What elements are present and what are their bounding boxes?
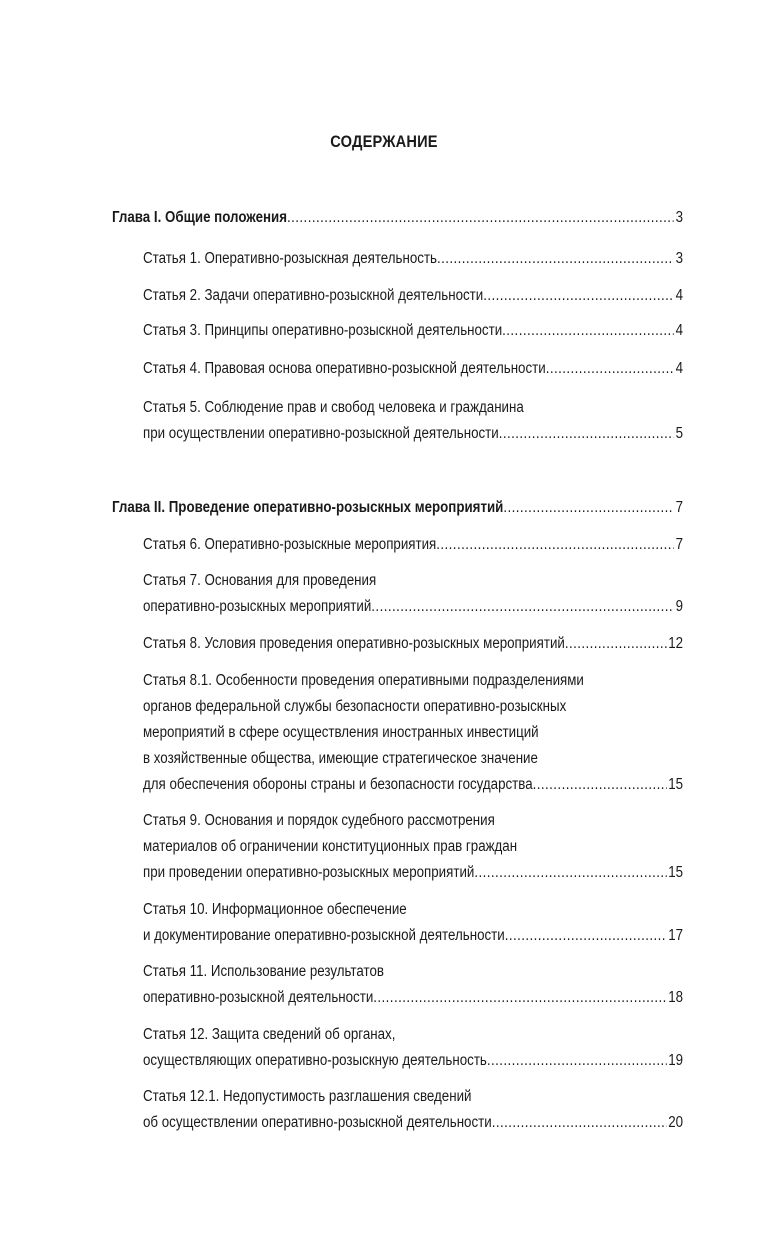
entry-final-line: [143, 1048, 683, 1074]
page-number: 3: [675, 209, 684, 226]
entry-title-line: Статья 8.1. Особенности проведения оперативными подразделениями: [143, 672, 584, 689]
page-number: 4: [675, 360, 684, 377]
entry-title-text: Статья 3. Принципы оперативно-розыскной деятельности: [143, 322, 503, 339]
entry-final-line: [143, 283, 683, 309]
entry-final-line: [143, 985, 683, 1011]
entry-title-text: Статья 6. Оперативно-розыскные мероприятия: [143, 536, 437, 553]
dot-leader: [373, 985, 666, 1011]
entry-title-text: об осуществлении оперативно-розыскной деятельности: [143, 1114, 492, 1131]
dot-leader: [565, 631, 667, 657]
entry-title-line: мероприятий в сфере осуществления иностранных инвестиций: [143, 724, 539, 741]
entry-final-line: [143, 318, 683, 344]
dot-leader: [492, 1110, 667, 1136]
entry-final-line: [143, 356, 683, 382]
page-number: 12: [668, 635, 684, 652]
dot-leader: [533, 772, 667, 798]
dot-leader: [499, 421, 674, 447]
toc-article-entry[interactable]: [143, 959, 683, 1011]
page-number: 5: [675, 425, 684, 442]
dot-leader: [474, 860, 666, 886]
entry-title-line: органов федеральной службы безопасности оперативно-розыскных: [143, 698, 567, 715]
toc-article-entry[interactable]: [143, 532, 683, 558]
entry-title-line: Статья 5. Соблюдение прав и свобод человека и гражданина: [143, 399, 524, 416]
toc-article-entry[interactable]: [143, 395, 683, 447]
entry-final-line: [143, 594, 683, 620]
entry-final-line: [143, 631, 683, 657]
toc-article-entry[interactable]: [143, 808, 683, 886]
page-number: 17: [668, 927, 684, 944]
page-number: 19: [668, 1052, 684, 1069]
entry-final-line: [143, 860, 683, 886]
dot-leader: [503, 495, 674, 521]
page-number: 15: [668, 776, 684, 793]
dot-leader: [546, 356, 674, 382]
dot-leader: [483, 283, 674, 309]
entry-final-line: [143, 772, 683, 798]
page-number: 7: [675, 536, 684, 553]
toc-article-entry[interactable]: [143, 668, 683, 798]
dot-leader: [437, 246, 674, 272]
entry-final-line: [143, 1110, 683, 1136]
dot-leader: [505, 923, 667, 949]
entry-title-text: Статья 4. Правовая основа оперативно-розыскной деятельности: [143, 360, 546, 377]
toc-article-entry[interactable]: [143, 246, 683, 272]
entry-final-line: [143, 421, 683, 447]
entry-title-text: оперативно-розыскных мероприятий: [143, 598, 372, 615]
entry-title-text: при проведении оперативно-розыскных мероприятий: [143, 864, 475, 881]
page-number: 20: [668, 1114, 684, 1131]
toc-article-entry[interactable]: [143, 1022, 683, 1074]
toc-article-entry[interactable]: [143, 283, 683, 309]
entry-title-text: Статья 8. Условия проведения оперативно-розыскных мероприятий: [143, 635, 565, 652]
page-number: 4: [675, 322, 684, 339]
entry-title-text: при осуществлении оперативно-розыскной деятельности: [143, 425, 499, 442]
toc-chapter-entry[interactable]: [112, 205, 683, 231]
dot-leader: [502, 318, 674, 344]
entry-title-text: оперативно-розыскной деятельности: [143, 989, 374, 1006]
page-number: 15: [668, 864, 684, 881]
dot-leader: [371, 594, 674, 620]
entry-final-line: [143, 923, 683, 949]
entry-title-text: для обеспечения обороны страны и безопасности государства: [143, 776, 533, 793]
entry-final-line: [112, 495, 683, 521]
entry-title-line: Статья 12. Защита сведений об органах,: [143, 1026, 396, 1043]
toc-chapter-entry[interactable]: [112, 495, 683, 521]
toc-article-entry[interactable]: [143, 568, 683, 620]
entry-title-text: Статья 2. Задачи оперативно-розыскной деятельности: [143, 287, 484, 304]
entry-title-text: Глава II. Проведение оперативно-розыскных мероприятий: [112, 499, 504, 516]
dot-leader: [287, 205, 674, 231]
toc-article-entry[interactable]: [143, 356, 683, 382]
page-number: 3: [675, 250, 684, 267]
entry-title-line: Статья 9. Основания и порядок судебного рассмотрения: [143, 812, 495, 829]
page-number: 4: [675, 287, 684, 304]
toc-article-entry[interactable]: [143, 318, 683, 344]
entry-title-text: Статья 1. Оперативно-розыскная деятельность: [143, 250, 437, 267]
toc-article-entry[interactable]: [143, 631, 683, 657]
entry-title-line: Статья 10. Информационное обеспечение: [143, 901, 407, 918]
entry-title-line: Статья 11. Использование результатов: [143, 963, 384, 980]
entry-title-text: осуществляющих оперативно-розыскную деятельность: [143, 1052, 487, 1069]
toc-article-entry[interactable]: [143, 1084, 683, 1136]
entry-title-line: Статья 12.1. Недопустимость разглашения сведений: [143, 1088, 472, 1105]
entry-final-line: [112, 205, 683, 231]
dot-leader: [436, 532, 674, 558]
toc-article-entry[interactable]: [143, 897, 683, 949]
entry-title-line: Статья 7. Основания для проведения: [143, 572, 377, 589]
page-number: 9: [675, 598, 684, 615]
page-title: СОДЕРЖАНИЕ: [330, 132, 438, 151]
dot-leader: [487, 1048, 667, 1074]
entry-final-line: [143, 532, 683, 558]
page-number: 18: [668, 989, 684, 1006]
entry-title-text: и документирование оперативно-розыскной деятельности: [143, 927, 505, 944]
entry-title-text: Глава I. Общие положения: [112, 209, 288, 226]
entry-final-line: [143, 246, 683, 272]
entry-title-line: материалов об ограничении конституционных прав граждан: [143, 838, 518, 855]
entry-title-line: в хозяйственные общества, имеющие стратегическое значение: [143, 750, 538, 767]
page-number: 7: [675, 499, 684, 516]
